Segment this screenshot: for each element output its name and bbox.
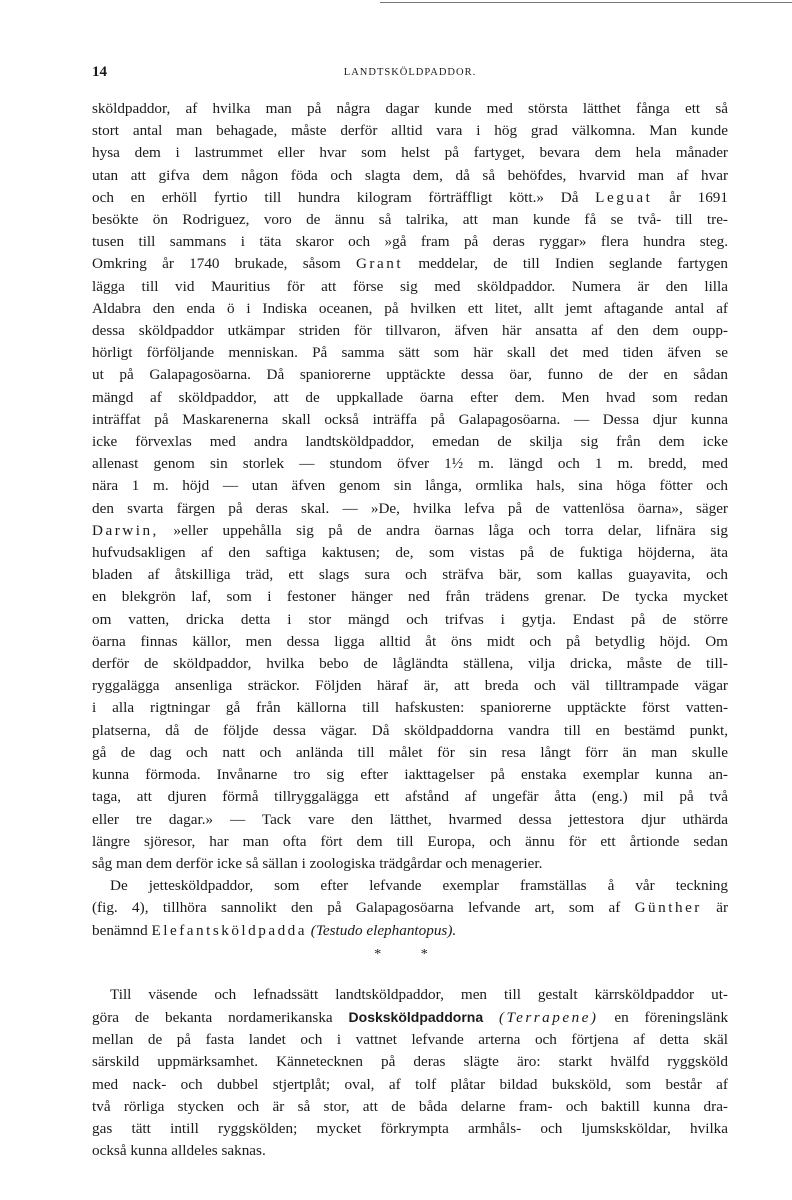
text-line: gå de dag och natt och anlända till målet för sin resa långt förr än man skulle — [92, 743, 728, 761]
text-line: eller tre dagar.» — Tack vare den lätthet, hvarmed dessa jettestora djur uthärda — [92, 810, 728, 828]
text-line: längre sjöresor, har man ofta fört dem till Europa, och ännu för ett årtionde sedan — [92, 832, 728, 850]
paragraph-3 — [92, 984, 728, 1163]
author-name-leguat: Leguat — [595, 188, 653, 206]
text-segment: »eller uppehålla sig på de andra öarnas låga och torra delar, lifnära sig — [173, 521, 729, 539]
text-segment: Omkring år 1740 brukade, såsom — [92, 255, 341, 273]
latin-name-testudo: (Testudo elephantopus). — [310, 921, 457, 939]
common-name-doskskoldpaddorna: Dosksköldpaddorna — [348, 1008, 484, 1025]
text-line: ut på Galapagosöarna. Då spaniorerne upptäckte dessa öar, funno de der en sådan — [92, 366, 728, 384]
text-line: mängd af sköldpaddor, att de uppkallade öarna efter dem. Men hvad som redan — [92, 388, 728, 406]
text-line — [92, 897, 728, 919]
text-segment: år 1691 — [669, 188, 728, 206]
text-line: derför de sköldpaddor, hvilka bebo de lågländta ställena, vilja dricka, måste de till- — [92, 655, 728, 673]
text-line: en blekgrön laf, som i festoner hänger ned från trädens grenar. De tycka mycket — [92, 588, 728, 606]
text-line: Till väsende och lefnadssätt landtsköldpaddor, men till gestalt kärrsköldpaddor ut- — [110, 985, 728, 1003]
body-text — [92, 98, 728, 1162]
text-line: lägga till vid Mauritius för att förse sig med sköldpaddor. Numera är den lilla — [92, 277, 728, 295]
paragraph-1 — [92, 98, 728, 875]
text-line: hysa dem i lastrummet eller hvar som helst på fartyget, bevara dem hela månader — [92, 144, 728, 162]
text-line: platserna, då de följde dessa vägar. Då sköldpaddorna vandra till en bestämd punkt, — [92, 721, 728, 739]
text-line: icke förvexlas med andra landtsköldpaddor, emedan de skilja sig från dem icke — [92, 433, 728, 451]
author-name-gunther: Günther — [634, 899, 702, 917]
text-segment: meddelar, de till Indien seglande fartygen — [418, 255, 729, 273]
text-line: nära 1 m. höjd — utan äfven genom sin långa, ormlika hals, sina höga fötter och — [92, 477, 728, 495]
text-line — [92, 187, 728, 209]
text-line: hörligt förföljande menniskan. På samma sätt som här skall det med tiden äfven se — [92, 344, 728, 362]
text-line — [92, 1006, 728, 1029]
text-line: den svarta färgen på deras skal. — »De, hvilka lefva på de vattenlösa öarna», säger — [92, 499, 728, 517]
common-name-elefantskoldpadda: Elefantsköldpadda — [151, 921, 307, 939]
text-line: Aldabra den enda ö i Indiska oceanen, på hvilken ett litet, allt jemt aftagande antal af — [92, 299, 728, 317]
text-line — [92, 920, 728, 942]
text-segment: göra de bekanta nordamerikanska — [92, 1008, 333, 1026]
section-separator: * * — [374, 946, 446, 962]
author-name-darwin: Darwin, — [92, 521, 159, 539]
text-line: sköldpaddor, af hvilka man på några dagar kunde med största lätthet fånga ett så — [92, 100, 728, 117]
text-line: tusen till sammans i täta skaror och »gå fram på deras ryggar» flera hundra steg. — [92, 233, 728, 251]
text-line: om vatten, dricka detta i stor mängd och trifvas i gytja. Endast på de större — [92, 610, 728, 628]
text-line: De jettesköldpaddor, som efter lefvande exemplar framställas å vår teckning — [110, 877, 728, 895]
text-line: öarna finnas källor, men dessa ligga alltid åt öns midt och på betydlig höjd. Om — [92, 632, 728, 650]
page-number: 14 — [92, 64, 107, 80]
text-line: utan att gifva dem någon föda och slagta dem, då så behöfdes, hvarvid man af hvar — [92, 166, 728, 184]
text-line: två rörliga stycken och är så stor, att de båda delarne fram- och baktill kunna dra- — [92, 1097, 728, 1115]
text-line: stort antal man behagade, måste derför alltid vara i hög grad välkomna. Man kunde — [92, 122, 728, 140]
text-segment: är — [716, 899, 729, 917]
text-line: såg man dem derför icke så sällan i zoologiska trädgårdar och menagerier. — [92, 854, 543, 872]
top-rule — [380, 2, 792, 3]
text-line: också kunna alldeles saknas. — [92, 1142, 266, 1160]
text-segment: (fig. 4), tillhöra sannolikt den på Galapagosöarna lefvande art, som af — [92, 899, 621, 917]
text-line — [92, 520, 728, 542]
paragraph-2 — [92, 875, 728, 942]
text-line: taga, att djuren förmå tillryggalägga ett afstånd af ungefär åtta (eng.) mil på två — [92, 788, 728, 806]
text-line: ryggalägga ansenliga sträckor. Följden häraf är, att breda och väl tilltrampade vägar — [92, 677, 728, 695]
text-line: med nack- och dubbel stjertplåt; oval, af tolf plåtar bildad buksköld, som består af — [92, 1075, 728, 1093]
text-line: kunna förmoda. Invånarne tro sig efter iakttagelser på enstaka exemplar kunna an- — [92, 766, 728, 784]
text-line — [92, 253, 728, 275]
text-line: hufvudsakligen af den saftiga kaktusen; de, som vistas på de fuktiga höjderna, äta — [92, 544, 728, 562]
text-segment: benämnd — [92, 921, 148, 939]
running-title: LANDTSKÖLDPADDOR. — [343, 67, 477, 78]
text-line: allenast genom sin storlek — stundom öfver 1½ m. längd och 1 m. bredd, med — [92, 455, 728, 473]
text-segment: en föreningslänk — [614, 1008, 729, 1026]
latin-name-terrapene: (Terrapene) — [498, 1008, 599, 1026]
text-line: bladen af åtskilliga träd, ett slags sura och sträfva bär, som kallas guayavita, och — [92, 566, 728, 584]
page-header — [92, 64, 728, 84]
text-line: inträffat på Maskarenerna skall också inträffa på Galapagosöarna. — Dessa djur kunna — [92, 410, 728, 428]
author-name-grant: Grant — [355, 255, 404, 273]
text-segment: och en erhöll fyrtio till hundra kilogram förträffligt kött.» Då — [92, 188, 579, 206]
text-line: besökte ön Rodriguez, voro de ännu så talrika, att man kunde få se två- till tre- — [92, 211, 728, 229]
text-line: mellan de på fasta landet och i vattnet lefvande arterna och förtjena af detta skäl — [92, 1031, 728, 1049]
text-line: i alla rigtningar gå från källorna till hafskusten: spaniorerne upptäckte först vatten- — [92, 699, 728, 717]
text-line: gas tätt intill ryggskölden; mycket förkrympta armhåls- och ljumsksköldar, hvilka — [92, 1119, 728, 1137]
text-line: dessa sköldpaddor utkämpar striden för tillvaron, äfven här ansatta af den dem oupp- — [92, 322, 728, 340]
text-line: särskild uppmärksamhet. Kännetecknen på deras slägte äro: starkt hvälfd ryggsköld — [92, 1053, 728, 1071]
